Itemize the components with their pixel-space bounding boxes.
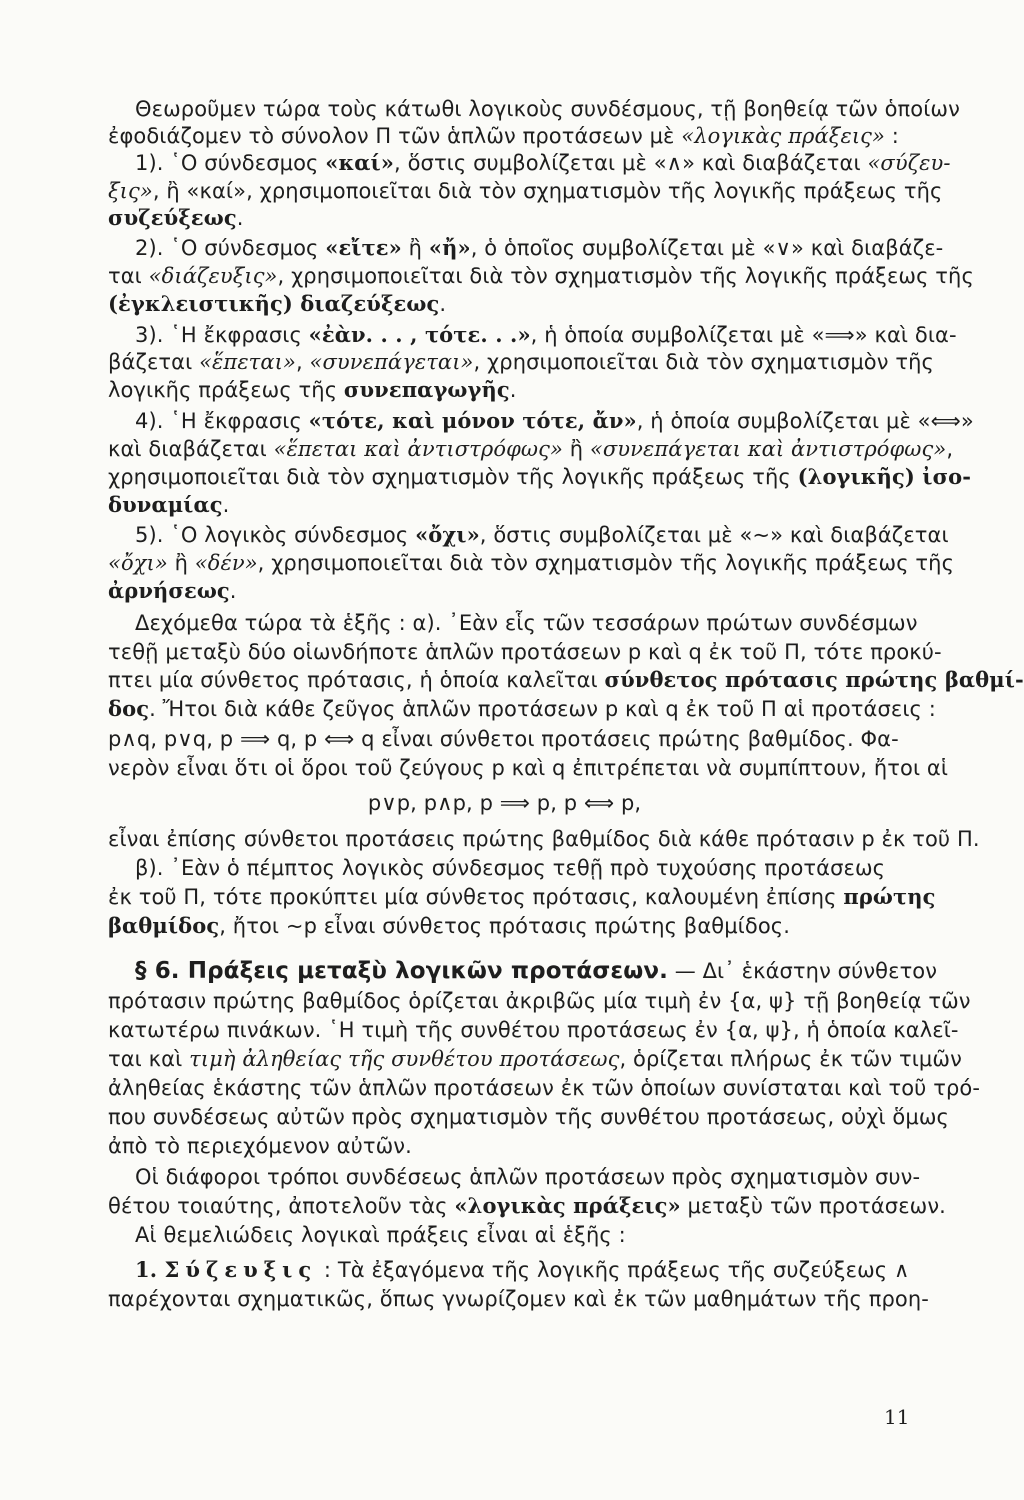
italic-term: «συνεπάγεται» — [309, 350, 474, 374]
text-run: . — [236, 206, 244, 230]
text-run: μεταξὺ τῶν προτάσεων. — [680, 1194, 946, 1218]
text-run: νερὸν εἶναι ὅτι οἱ ὅροι τοῦ ζεύγους p καὶ q ἐπιτρέπεται νὰ συμπίπτουν, ἤτοι αἱ — [108, 756, 949, 780]
text-run: . — [222, 493, 230, 517]
text-run: κατωτέρω πινάκων. ῾Η τιμὴ τῆς συνθέτου προτάσεως ἐν {α, ψ}, ἡ ὁποία καλεῖ- — [108, 1018, 959, 1042]
text-run: , ὁ ὁποῖος συμβολίζεται μὲ «∨» καὶ διαβάζε- — [470, 236, 944, 260]
text-run: βάζεται — [108, 350, 200, 374]
text-run: . Ἤτοι διὰ κάθε ζεῦγος ἁπλῶν προτάσεων p καὶ q ἐκ τοῦ Π αἱ προτάσεις : — [149, 697, 936, 721]
italic-term: «λογικὰς πράξεις» — [681, 124, 885, 148]
text-run: — Δι᾿ ἑκάστην σύνθετον — [667, 959, 938, 983]
text-line — [135, 1164, 933, 1190]
section-heading-line — [135, 958, 938, 984]
text-line — [135, 1222, 933, 1248]
text-run: ἀληθείας ἑκάστης τῶν ἁπλῶν προτάσεων ἐκ τῶν ὁποίων συνίσταται καὶ τοῦ τρό- — [108, 1076, 981, 1100]
text-run: που συνδέσεως αὐτῶν πρὸς σχηματισμὸν τῆς συνθέτου προτάσεως, οὐχὶ ὅμως — [108, 1105, 949, 1129]
italic-term: «διάζευξις» — [148, 264, 278, 288]
bold-term: συνεπαγωγῆς — [343, 377, 510, 402]
text-run: β). ᾿Εὰν ὁ πέμπτος λογικὸς σύνδεσμος τεθῇ πρὸ τυχούσης προτάσεως — [135, 856, 886, 880]
text-line — [108, 492, 933, 518]
bold-term: «ὄχι» — [415, 522, 480, 547]
bold-term: 1. — [135, 1257, 165, 1282]
text-line — [108, 1193, 946, 1219]
text-line — [135, 150, 951, 176]
text-line — [108, 436, 954, 462]
text-run: Οἱ διάφοροι τρόποι συνδέσεως ἁπλῶν προτάσεων πρὸς σχηματισμὸν συν- — [135, 1165, 921, 1189]
bold-term: «ἐὰν. . . , τότε. . .» — [308, 322, 531, 347]
text-line — [108, 578, 933, 604]
text-run: ται — [108, 264, 149, 288]
text-run: ἢ — [401, 236, 429, 260]
text-run: ἐκ τοῦ Π, τότε προκύπτει μία σύνθετος πρότασις, καλουμένη ἐπίσης — [108, 885, 844, 909]
text-line — [108, 826, 980, 852]
text-run: εἶναι ἐπίσης σύνθετοι προτάσεις πρώτης βαθμίδος διὰ κάθε πρότασιν p ἐκ τοῦ Π. — [108, 827, 980, 851]
bold-term: δος — [108, 696, 150, 721]
italic-term: «σύζευ- — [867, 151, 951, 175]
text-line — [108, 123, 933, 149]
text-run: Δεχόμεθα τώρα τὰ ἑξῆς : α). ᾿Εὰν εἷς τῶν τεσσάρων πρώτων συνδέσμων — [135, 611, 918, 635]
text-line — [108, 1075, 981, 1101]
italic-term: «ὄχι» — [108, 551, 168, 575]
text-line — [108, 667, 1024, 693]
text-line — [108, 1133, 933, 1159]
text-line — [108, 913, 933, 939]
text-run: χρησιμοποιεῖται διὰ τὸν σχηματισμὸν τῆς λογικῆς πράξεως τῆς — [108, 465, 798, 489]
text-run: ἐφοδιάζομεν τὸ σύνολον Π τῶν ἁπλῶν προτάσεων μὲ — [108, 124, 682, 148]
text-line — [135, 235, 944, 261]
text-run: θέτου τοιαύτης, ἀποτελοῦν τὰς — [108, 1194, 455, 1218]
formula-line — [0, 790, 1009, 816]
text-run: , ἤτοι ∼p εἶναι σύνθετος πρότασις πρώτης βαθμίδος. — [219, 914, 790, 938]
text-line — [108, 263, 974, 289]
bold-term: «τότε, καὶ μόνον τότε, ἄν» — [308, 408, 637, 433]
text-run: 5). ῾Ο λογικὸς σύνδεσμος — [135, 523, 416, 547]
text-run: 4). ῾Η ἔκφρασις — [135, 409, 309, 433]
text-run: . — [439, 292, 447, 316]
text-line — [135, 408, 974, 434]
bold-term: συζεύξεως — [108, 205, 237, 230]
italic-term: ξις» — [108, 179, 153, 203]
text-run: , — [295, 350, 310, 374]
text-line — [108, 696, 936, 722]
bold-term: σύνθετος πρότασις πρώτης βαθμί- — [604, 667, 1024, 692]
text-run: ἀπὸ τὸ περιεχόμενον αὐτῶν. — [108, 1134, 412, 1158]
text-line — [108, 550, 955, 576]
text-run: , ἢ «καί», χρησιμοποιεῖται διὰ τὸν σχηματισμὸν τῆς λογικῆς πράξεως τῆς — [152, 179, 943, 203]
text-line — [135, 855, 933, 881]
text-line — [108, 377, 933, 403]
text-run: παρέχονται σχηματικῶς, ὅπως γνωρίζομεν καὶ ἐκ τῶν μαθημάτων τῆς προη- — [108, 1287, 929, 1311]
text-line — [135, 1257, 933, 1283]
bold-term: «εἴτε» — [325, 235, 402, 260]
italic-term: «συνεπάγεται καὶ ἀντιστρόφως» — [589, 437, 947, 461]
italic-term: «ἕπεται καὶ ἀντιστρόφως» — [273, 437, 563, 461]
text-line — [108, 988, 971, 1014]
text-line — [108, 884, 936, 910]
text-run: ἢ — [562, 437, 590, 461]
text-run: : Τὰ ἐξαγόμενα τῆς λογικῆς πράξεως τῆς συζεύξεως ∧ — [317, 1258, 910, 1282]
text-run: , ὁρίζεται πλήρως ἐκ τῶν τιμῶν — [619, 1047, 962, 1071]
text-line — [108, 1286, 933, 1312]
bold-term: (λογικῆς) ἰσο- — [797, 464, 972, 489]
text-run: , ὅστις συμβολίζεται μὲ «∼» καὶ διαβάζεται — [479, 523, 949, 547]
bold-term: «ἤ» — [428, 235, 471, 260]
text-run: p∧q, p∨q, p ⟹ q, p ⟺ q εἶναι σύνθετοι προτάσεις πρώτης βαθμίδος. Φα- — [108, 727, 899, 751]
text-line — [108, 755, 949, 781]
bold-term: (ἐγκλειστικῆς) διαζεύξεως — [108, 291, 440, 316]
text-run: 1). ῾Ο σύνδεσμος — [135, 151, 326, 175]
text-line — [135, 522, 949, 548]
text-run: καὶ διαβάζεται — [108, 437, 274, 461]
text-line — [108, 464, 972, 490]
text-line — [108, 349, 933, 375]
text-run: Αἱ θεμελιώδεις λογικαὶ πράξεις εἶναι αἱ ἑξῆς : — [135, 1223, 626, 1247]
text-line — [135, 96, 960, 122]
bold-term: δυναμίας — [108, 492, 223, 517]
text-run: 3). ῾Η ἔκφρασις — [135, 323, 309, 347]
bold-term: ἀρνήσεως — [108, 578, 230, 603]
text-run: , ὅστις συμβολίζεται μὲ «∧» καὶ διαβάζεται — [394, 151, 868, 175]
text-run: , χρησιμοποιεῖται διὰ τὸν σχηματισμὸν τῆς λογικῆς πράξεως τῆς — [257, 551, 955, 575]
text-run: , ἡ ὁποία συμβολίζεται μὲ «⟹» καὶ δια- — [530, 323, 957, 347]
text-line — [108, 205, 933, 231]
text-run: : — [884, 124, 899, 148]
text-run: Θεωροῦμεν τώρα τοὺς κάτωθι λογικοὺς συνδέσμους, τῇ βοηθείᾳ τῶν ὁποίων — [135, 97, 960, 121]
text-run: , — [946, 437, 954, 461]
text-line — [108, 1017, 959, 1043]
formula: p∨p, p∧p, p ⟹ p, p ⟺ p, — [367, 791, 642, 815]
text-line — [108, 639, 942, 665]
text-line — [135, 322, 957, 348]
text-run: τεθῇ μεταξὺ δύο οἱωνδήποτε ἁπλῶν προτάσεων p καὶ q ἐκ τοῦ Π, τότε προκύ- — [108, 640, 942, 664]
italic-term: «ἕπεται» — [199, 350, 296, 374]
text-run: , ἡ ὁποία συμβολίζεται μὲ «⟺» — [636, 409, 974, 433]
bold-term: βαθμίδος — [108, 913, 220, 938]
text-run: 2). ῾Ο σύνδεσμος — [135, 236, 326, 260]
spaced-bold-term: Σύζευξις — [164, 1257, 318, 1282]
text-line — [108, 178, 943, 204]
text-run: ται καὶ — [108, 1047, 190, 1071]
page-number: 11 — [884, 1405, 910, 1429]
section-title: § 6. Πράξεις μεταξὺ λογικῶν προτάσεων. — [135, 958, 668, 984]
bold-term: «καί» — [325, 150, 395, 175]
bold-term: πρώτης — [843, 884, 936, 909]
text-line — [108, 1046, 962, 1072]
text-run: . — [229, 579, 237, 603]
bold-term: «λογικὰς πράξεις» — [454, 1193, 681, 1218]
text-run: , χρησιμοποιεῖται διὰ τὸν σχηματισμὸν τῆς λογικῆς πράξεως τῆς — [277, 264, 974, 288]
text-run: , χρησιμοποιεῖται διὰ τὸν σχηματισμὸν τῆς — [473, 350, 934, 374]
italic-term: «δέν» — [194, 551, 258, 575]
text-line — [108, 726, 933, 752]
text-line — [108, 291, 933, 317]
text-run: πτει μία σύνθετος πρότασις, ἡ ὁποία καλεῖται — [108, 668, 605, 692]
text-run: λογικῆς πράξεως τῆς — [108, 378, 344, 402]
italic-term: τιμὴ ἀληθείας τῆς συνθέτου προτάσεως — [189, 1047, 620, 1071]
text-run: ἢ — [167, 551, 195, 575]
text-line — [135, 610, 933, 636]
text-run: . — [509, 378, 517, 402]
text-line — [108, 1104, 949, 1130]
text-run: πρότασιν πρώτης βαθμίδος ὁρίζεται ἀκριβῶς μία τιμὴ ἐν {α, ψ} τῇ βοηθείᾳ τῶν — [108, 989, 971, 1013]
